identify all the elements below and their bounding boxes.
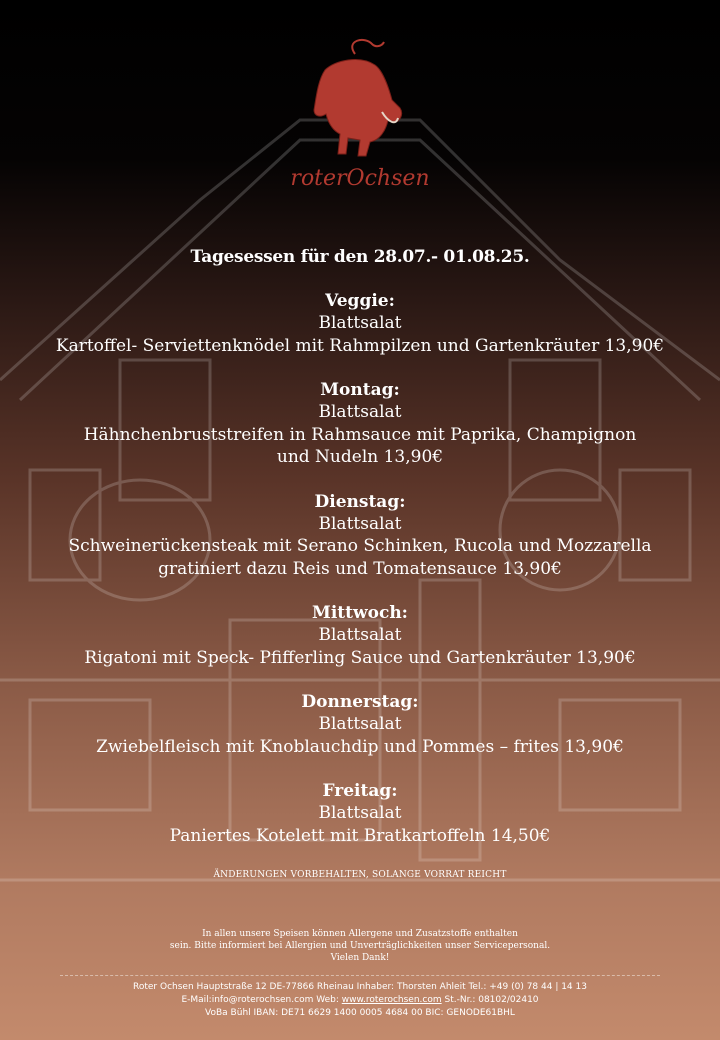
dish-line: Blattsalat: [318, 714, 402, 734]
dish-line: Hähnchenbruststreifen in Rahmsauce mit Paprika, Champignon: [83, 424, 637, 445]
dish-line: und Nudeln 13,90€: [276, 447, 444, 467]
footer-address: Roter Ochsen Hauptstraße 12 DE-77866 Rheinau Inhaber: Thorsten Ahleit Tel.: +49 (0) 78 44 | 14 13: [133, 982, 587, 992]
weekly-menu: [0, 246, 720, 869]
menu-day-donnerstag: [0, 691, 720, 758]
dish-line: Zwiebelfleisch mit Knoblauchdip und Pommes – frites 13,90€: [96, 736, 624, 757]
allergy-line: sein. Bitte informiert bei Allergien und Unverträglichkeiten unser Servicepersonal.: [169, 941, 551, 951]
day-heading: Donnerstag:: [301, 692, 419, 712]
dish-line: Blattsalat: [318, 513, 402, 534]
logo-wordmark: roterOchsen: [290, 166, 430, 191]
menu-title: Tagesessen für den 28.07.- 01.08.25.: [190, 247, 530, 267]
footer-contact-line: [0, 994, 720, 1007]
day-heading: Freitag:: [322, 781, 398, 801]
dish-line: Blattsalat: [318, 313, 402, 333]
footer-divider: [60, 975, 660, 976]
footer-web-label: Web:: [316, 995, 339, 1005]
menu-day-veggie: [0, 290, 720, 357]
allergy-line: In allen unsere Speisen können Allergene und Zusatzstoffe enthalten: [202, 929, 518, 939]
allergy-note: [0, 928, 720, 964]
contact-footer: [0, 981, 720, 1020]
menu-day-mittwoch: [0, 602, 720, 669]
menu-day-montag: [0, 379, 720, 469]
bull-logo-icon: [270, 30, 450, 195]
footer-bank: VoBa Bühl IBAN: DE71 6629 1400 0005 4684 00 BIC: GENODE61BHL: [205, 1008, 515, 1018]
day-heading: Mittwoch:: [312, 603, 408, 623]
footer-email: E-Mail:info@roterochsen.com: [181, 995, 314, 1005]
dish-line: Schweinerückensteak mit Serano Schinken, Rucola und Mozzarella: [68, 536, 652, 556]
dish-line: gratiniert dazu Reis und Tomatensauce 13,90€: [158, 558, 562, 579]
website-link[interactable]: www.roterochsen.com: [341, 995, 442, 1005]
footer-tax-number: St.-Nr.: 08102/02410: [444, 995, 539, 1005]
dish-line: Blattsalat: [318, 402, 402, 422]
dish-line: Kartoffel- Serviettenknödel mit Rahmpilzen und Gartenkräuter 13,90€: [55, 335, 665, 356]
menu-day-dienstag: [0, 491, 720, 581]
roter-ochsen-logo: [270, 30, 450, 195]
availability-notice: ÄNDERUNGEN VORBEHALTEN, SOLANGE VORRAT REICHT: [213, 870, 507, 880]
day-heading: Veggie:: [325, 291, 395, 311]
dish-line: Blattsalat: [318, 803, 402, 823]
dish-line: Rigatoni mit Speck- Pfifferling Sauce und Gartenkräuter 13,90€: [84, 647, 636, 668]
allergy-line: Vielen Dank!: [330, 953, 390, 963]
day-heading: Dienstag:: [314, 491, 406, 512]
menu-day-freitag: [0, 780, 720, 847]
dish-line: Paniertes Kotelett mit Bratkartoffeln 14,50€: [169, 825, 551, 846]
dish-line: Blattsalat: [318, 625, 402, 645]
day-heading: Montag:: [320, 380, 400, 400]
